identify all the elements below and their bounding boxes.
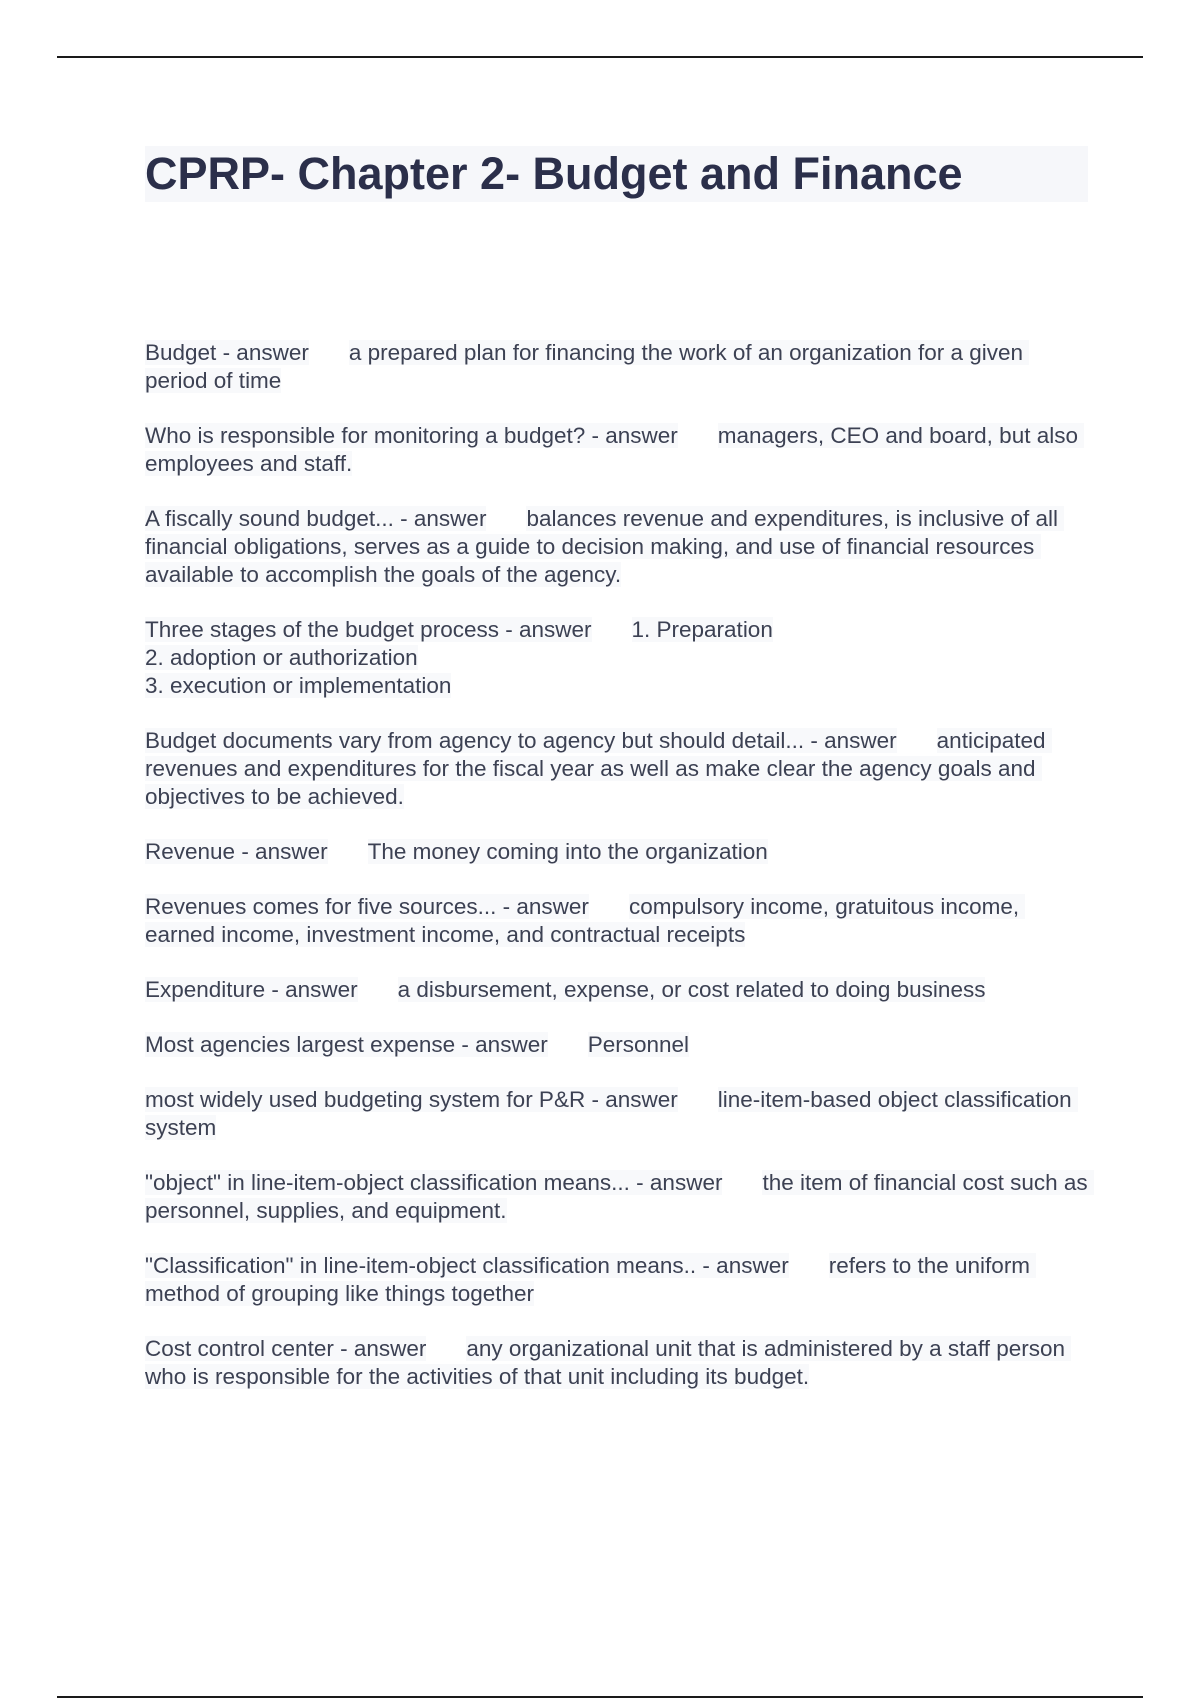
- title-block: [145, 146, 1088, 202]
- answer: Personnel: [587, 1032, 690, 1057]
- qa-item: [145, 1252, 1090, 1308]
- question: Revenues comes for five sources... - answer: [145, 894, 589, 919]
- qa-item: [145, 727, 1090, 811]
- answer: refers to the uniform method of grouping like things together: [145, 1253, 1037, 1306]
- answer: a prepared plan for financing the work of an organization for a given period of time: [145, 340, 1030, 393]
- answer: managers, CEO and board, but also employees and staff.: [145, 423, 1085, 476]
- answer: any organizational unit that is administered by a staff person who is responsible for the activities of that unit including its budget.: [145, 1336, 1072, 1389]
- question: Three stages of the budget process - answer: [145, 617, 592, 642]
- answer: The money coming into the organization: [367, 839, 768, 864]
- qa-item: [145, 339, 1090, 395]
- answer: anticipated revenues and expenditures for the fiscal year as well as make clear the agency goals and objectives to be achieved.: [145, 728, 1052, 809]
- qa-item: [145, 838, 1090, 866]
- answer: the item of financial cost such as personnel, supplies, and equipment.: [145, 1170, 1094, 1223]
- question: Budget - answer: [145, 340, 309, 365]
- footer-rule: [57, 1696, 1143, 1698]
- answer: line-item-based object classification system: [145, 1087, 1078, 1140]
- question: A fiscally sound budget... - answer: [145, 506, 487, 531]
- question: "Classification" in line-item-object classification means.. - answer: [145, 1253, 789, 1278]
- page-title: CPRP- Chapter 2- Budget and Finance: [145, 148, 963, 199]
- question: Most agencies largest expense - answer: [145, 1032, 548, 1057]
- qa-item: [145, 1335, 1090, 1391]
- qa-item: [145, 893, 1090, 949]
- header-rule: [57, 56, 1143, 58]
- question: Cost control center - answer: [145, 1336, 427, 1361]
- qa-item: [145, 422, 1090, 478]
- qa-item: [145, 616, 1090, 700]
- qa-item: [145, 1031, 1090, 1059]
- question: Expenditure - answer: [145, 977, 358, 1002]
- answer: 1. Preparation 2. adoption or authorization 3. execution or implementation: [145, 617, 773, 698]
- question: Who is responsible for monitoring a budget? - answer: [145, 423, 678, 448]
- answer: a disbursement, expense, or cost related to doing business: [397, 977, 986, 1002]
- qa-item: [145, 976, 1090, 1004]
- answer: balances revenue and expenditures, is inclusive of all financial obligations, serves as a guide to decision making, and use of financial resources available to accomplish the goals of the agency.: [145, 506, 1065, 587]
- question: "object" in line-item-object classification means... - answer: [145, 1170, 723, 1195]
- qa-item: [145, 1169, 1094, 1225]
- qa-item: [145, 505, 1090, 589]
- qa-list: [145, 339, 1094, 1418]
- question: Budget documents vary from agency to agency but should detail... - answer: [145, 728, 897, 753]
- qa-item: [145, 1086, 1090, 1142]
- question: most widely used budgeting system for P&R - answer: [145, 1087, 678, 1112]
- answer: compulsory income, gratuitous income, earned income, investment income, and contractual receipts: [145, 894, 1026, 947]
- question: Revenue - answer: [145, 839, 328, 864]
